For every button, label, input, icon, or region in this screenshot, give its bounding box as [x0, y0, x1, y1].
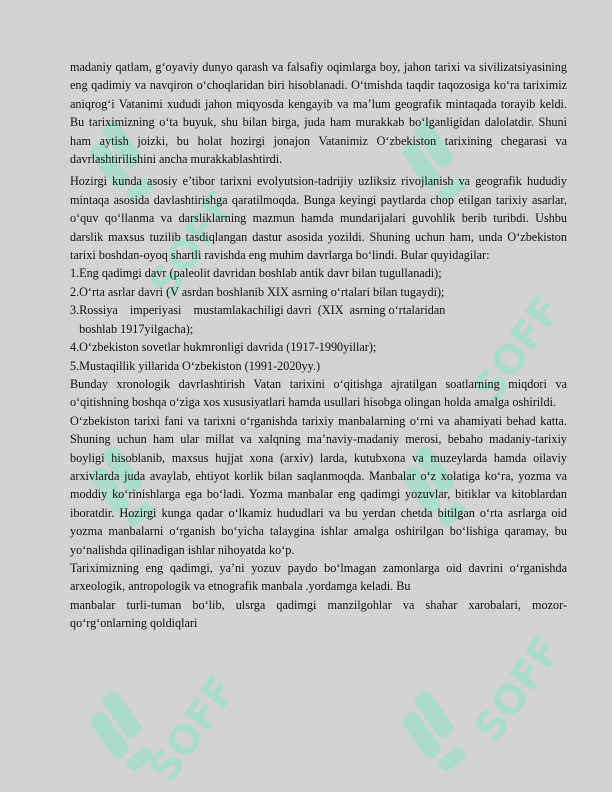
list-item: 2.O‘rta asrlar davri (V asrdan boshlanib XIX asrning o‘rtalari bilan tugaydi);	[70, 284, 445, 299]
watermark-glyph-icon	[394, 689, 472, 777]
list-item: 5.Mustaqillik yillarida O‘zbekiston (1991-2020yy.)	[70, 358, 321, 373]
paragraph: manbalar turli-tuman bo‘lib, ulsrga qadimgi manzilgohlar va shahar xarobalari, mozor-qo‘rg‘onlarning qoldiqlari	[70, 597, 567, 631]
list-item: 1.Eng qadimgi davr (paleolit davridan boshlab antik davr bilan tugullanadi);	[70, 266, 442, 281]
watermark-text: SOFF	[140, 183, 246, 306]
paragraph: O‘zbekiston tarixi fani va tarixni o‘rganishda tarixiy manbalarning o‘rni va ahamiyati behad katta. Shuning uchun ham ular millat va xalqning ma’naviy-madaniy merosi, bebaho madaniy-tarixiy boyligi hisoblanib, maxsus hujjat xona (arxiv) larda, kutubxona va muzeylarda hamda oilaviy arxivlarda juda avaylab, ehtiyot korlik bilan saqlanmoqda. Manbalar o‘z xolatiga ko‘ra, yozma va moddiy ko‘rinishlarga ega bo‘ladi. Yozma manbalar eng qadimgi yozuvlar, bitiklar va kitoblardan iboratdir. Hozirgi kunga qadar o‘lkamiz hududlari va bu yerdan chetda bitilgan o‘rta asrlarga oid yozma manbalarni o‘rganish bo‘yicha talaygina ishlar amalga oshirilgan bo‘lishiga qaramay, bu yo‘nalishda qilinadigan ishlar nihoyatda ko‘p.	[70, 413, 567, 557]
document-page	[70, 58, 567, 633]
list-item-continuation: boshlab 1917yilgacha);	[70, 321, 194, 336]
list-item: 4.O‘zbekiston sovetlar hukmronligi davrida (1917-1990yillar);	[70, 340, 377, 355]
paragraph: Bunday xronologik davrlashtirish Vatan tarixini o‘qitishga ajratilgan soatlarning miqdori va o‘qitishning boshqa o‘ziga xos xususiyatlari hamda usullari hisobga olingan holda amalga oshirildi.	[70, 376, 567, 410]
watermark-text: SOFF	[140, 668, 246, 791]
paragraph: Tariximizning eng qadimgi, ya’ni yozuv paydo bo‘lmagan zamonlarga oid davrini o‘rganishda arxeologik, antropologik va etnografik manbala .yordamga keladi. Bu	[70, 560, 567, 594]
watermark-text: SOFF	[465, 628, 571, 751]
watermark-text: SOFF	[465, 288, 571, 411]
paragraph: madaniy qatlam, g‘oyaviy dunyo qarash va falsafiy oqimlarga boy, jahon tarixi va sivilizatsiyasining eng qadimiy va navqiron o‘choqlaridan biri hisoblanadi. O‘tmishda taqdir taqozosiga ko‘ra tariximiz aniqrog‘i Vatanimi xududi jahon miqyosda kengayib va ma’lum geografik mintaqada torayib keldi. Bu tariximizning o‘ta buyuk, shu bilan birga, juda ham murakkab bo‘lganligidan dalolatdir. Shuni ham aytish joizki, bu holat hozirgi jonajon Vatanimiz O‘zbekiston tarixining chegarasi va davrlashtirilishini ancha murakkablashtirdi.	[70, 60, 567, 167]
period-list	[70, 264, 567, 374]
paragraph: Hozirgi kunda asosiy e’tibor tarixni evolyutsion-tadrijiy uzliksiz rivojlanish va geografik hududiy mintaqa asosida davlashtirishga qaratilmoqda. Bunga keyingi paytlarda chop etilgan tarixiy asarlar, o‘quv qo‘llanma va darsliklarning mazmun hamda mundarijalari guvohlik berib turibdi. Ushbu darslik maxsus tuzilib tasdiqlangan dastur asosida yozildi. Shuning uchun ham, unda O‘zbekiston tarixi boshdan-oyoq shartli ravishda eng muhim davrlarga bo‘lindi. Bular quyidagilar:	[70, 174, 567, 263]
list-item: 3.Rossiya imperiyasi mustamlakachiligi davri (XIX asrning o‘rtalaridan	[70, 303, 446, 318]
watermark-glyph-icon	[82, 689, 160, 777]
